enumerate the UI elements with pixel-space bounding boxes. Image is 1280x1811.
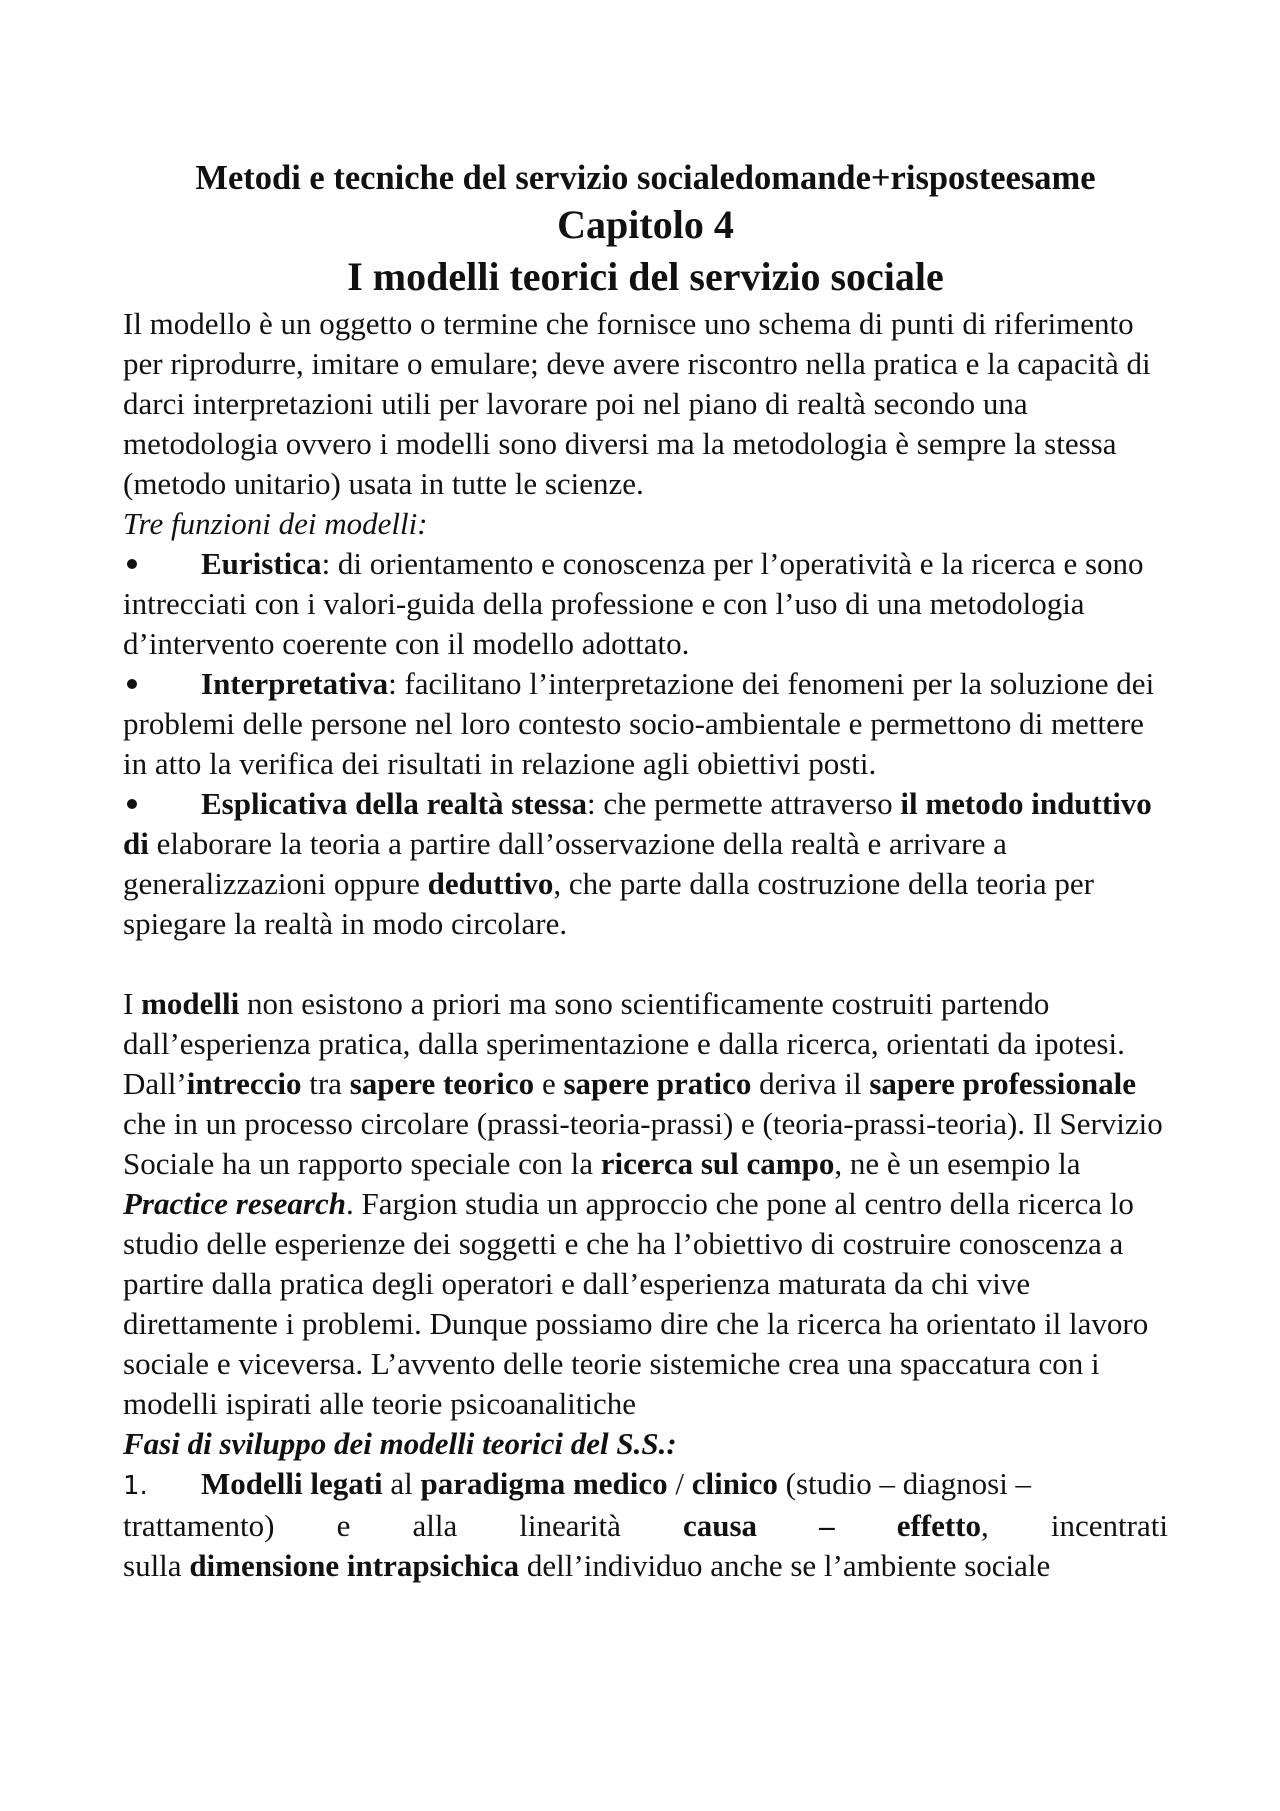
models-paragraph — [123, 984, 1168, 1424]
text-run: deriva il — [751, 1066, 870, 1101]
text-run: , ne è un esempio la — [834, 1146, 1081, 1181]
emphasis-run: Practice research — [123, 1186, 346, 1221]
phase-item-1-line3 — [123, 1546, 1168, 1586]
text-run: linearità — [519, 1508, 621, 1543]
function-emphasis: il metodo induttivo di — [123, 786, 1152, 861]
emphasis-run: intreccio — [186, 1066, 302, 1101]
function-emphasis: deduttivo — [427, 866, 554, 901]
functions-heading: Tre funzioni dei modelli: — [123, 506, 428, 541]
function-term: Interpretativa — [201, 666, 389, 701]
function-text: : facilitano l’interpretazione dei fenomeni per la soluzione dei problemi delle persone nel loro contesto socio-ambientale e permettono di mettere in atto la verifica dei risultati in relazione agli obiettivi posti. — [123, 666, 1155, 781]
function-item-esplicativa — [123, 784, 1168, 944]
text-run: al — [382, 1466, 421, 1501]
document-page — [123, 156, 1168, 1586]
text-run: . Fargion studia un approccio che pone al centro della ricerca lo studio delle esperienze dei soggetti e che ha l’obiettivo di costruire conoscenza a partire dalla pratica degli operatori e dall’esperienza maturata da chi vive direttamente i problemi. Dunque possiamo dire che la ricerca ha orientato il lavoro sociale e viceversa. L’avvento delle teorie sistemiche crea una spaccatura con i modelli ispirati alle teorie psicoanalitiche — [123, 1186, 1149, 1421]
text-run: tra — [301, 1066, 350, 1101]
text-run: trattamento) — [123, 1508, 275, 1543]
text-run: (studio – diagnosi – — [777, 1466, 1032, 1501]
bullet-icon — [127, 679, 137, 689]
function-text: elaborare la teoria a partire dall’osservazione della realtà e arrivare a generalizzazioni oppure — [123, 826, 1007, 901]
phase-item-1-line1 — [123, 1464, 1168, 1506]
text-run: I — [123, 986, 142, 1021]
emphasis-run: sapere professionale — [869, 1066, 1137, 1101]
text-run: / — [667, 1466, 692, 1501]
emphasis-run: modelli — [141, 986, 240, 1021]
chapter-title: I modelli teorici del servizio sociale — [347, 254, 944, 299]
text-run: che in un processo circolare (prassi-teoria-prassi) e (teoria-prassi-teoria). Il Servizio Sociale ha un rapporto speciale con la — [123, 1106, 1163, 1181]
emphasis-run: sapere teorico — [349, 1066, 535, 1101]
emphasis-run: dimensione intrapsichica — [189, 1548, 520, 1583]
document-header-title: Metodi e tecniche del servizio socialedomande+risposteesame — [195, 159, 1096, 197]
text-run: e — [336, 1508, 351, 1543]
chapter-number: Capitolo 4 — [557, 202, 734, 247]
bullet-icon — [127, 559, 137, 569]
text-run: non esistono a priori ma sono scientificamente costruiti partendo dall’esperienza pratica, dalla sperimentazione e dalla ricerca, orientati da ipotesi. Dall’ — [123, 986, 1125, 1101]
function-text: : di orientamento e conoscenza per l’operatività e la ricerca e sono intrecciati con i valori-guida della professione e con l’uso di una metodologia d’intervento coerente con il modello adottato. — [123, 546, 1144, 661]
phases-heading: Fasi di sviluppo dei modelli teorici del S.S.: — [123, 1426, 677, 1461]
emphasis-run: causa — [682, 1508, 758, 1543]
text-run: e — [534, 1066, 564, 1101]
text-run: sulla — [123, 1548, 190, 1583]
phase-number: 1. — [123, 1471, 148, 1501]
function-item-interpretativa — [123, 664, 1168, 784]
spacer — [123, 944, 1168, 984]
emphasis-run: Modelli legati — [201, 1466, 383, 1501]
intro-paragraph: Il modello è un oggetto o termine che fornisce uno schema di punti di riferimento per riprodurre, imitare o emulare; deve avere riscontro nella pratica e la capacità di darci interpretazioni utili per lavorare poi nel piano di realtà secondo una metodologia ovvero i modelli sono diversi ma la metodologia è sempre la stessa (metodo unitario) usata in tutte le scienze. — [123, 306, 1151, 501]
emphasis-run: – — [819, 1508, 835, 1543]
text-run: alla — [412, 1508, 458, 1543]
text-run: incentrati — [1050, 1508, 1168, 1543]
bullet-icon — [127, 799, 137, 809]
function-term: Esplicativa della realtà stessa — [201, 786, 588, 821]
text-run: dell’individuo anche se l’ambiente sociale — [519, 1548, 1051, 1583]
text-run: , — [981, 1508, 989, 1543]
phase-item-1-line2 — [123, 1506, 1168, 1546]
function-item-euristica — [123, 544, 1168, 664]
function-term: Euristica — [201, 546, 322, 581]
emphasis-run: paradigma medico — [420, 1466, 668, 1501]
emphasis-run: sapere pratico — [563, 1066, 752, 1101]
emphasis-run: ricerca sul campo — [600, 1146, 835, 1181]
emphasis-run: clinico — [691, 1466, 778, 1501]
emphasis-run: effetto — [896, 1508, 982, 1543]
function-text: , che parte dalla costruzione della teoria per spiegare la realtà in modo circolare. — [123, 866, 1094, 941]
function-text: : che permette attraverso — [587, 786, 901, 821]
